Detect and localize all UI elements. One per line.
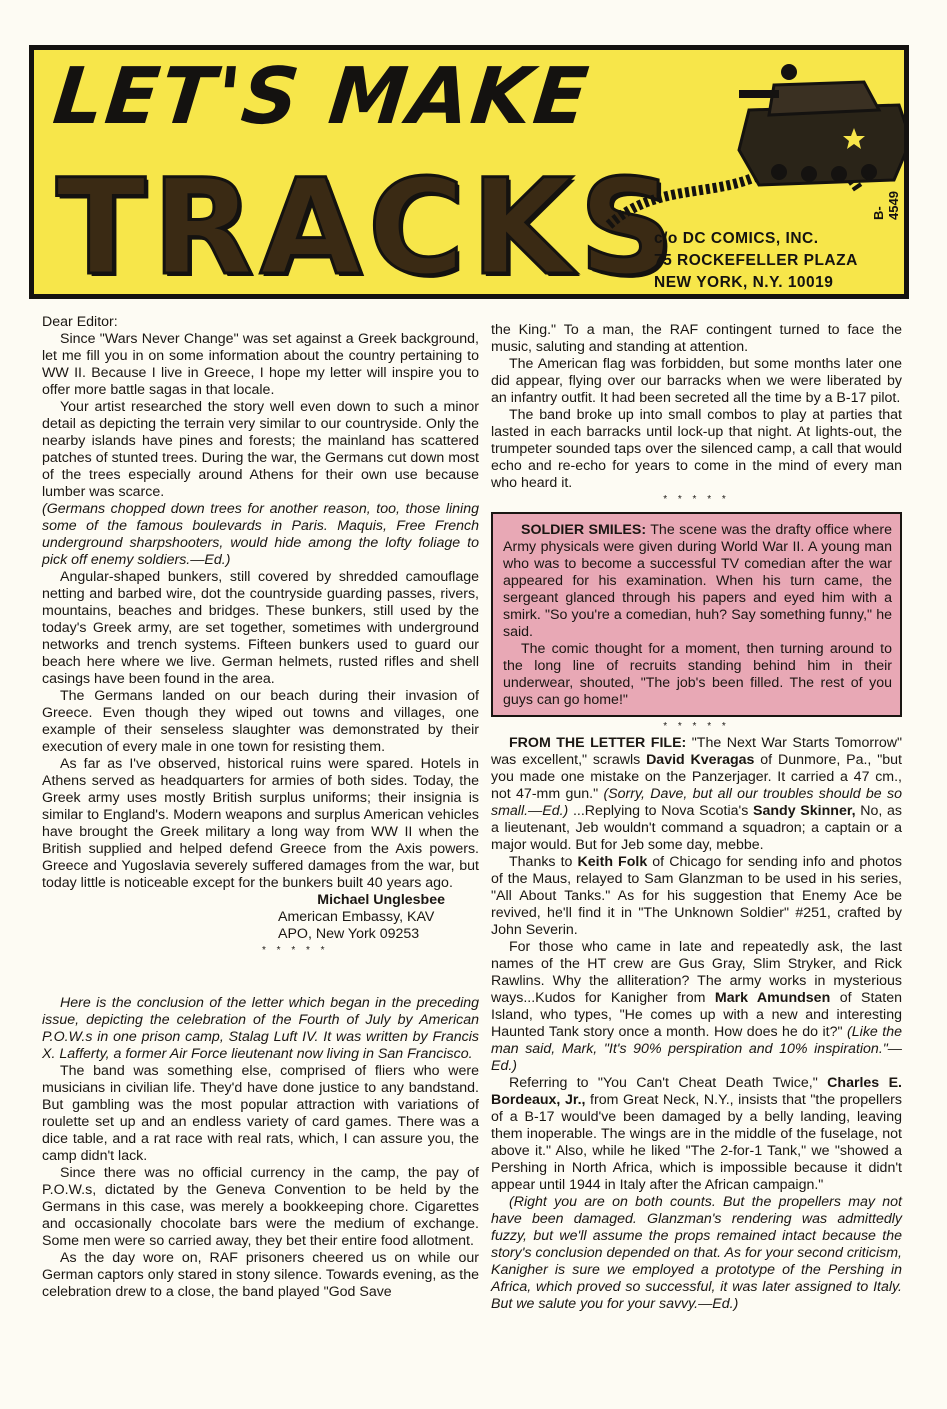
soldier-smiles-box — [491, 512, 902, 717]
letter1-paragraph: As far as I've observed, historical ruins were spared. Hotels in Athens served as headquarters for armies of both sides. Today, the Greek army uses mostly British surplus uniforms; their insignia is similar to England's. Modern weapons and surplus American vehicles have brought the Greek military a long way from WW II when the British supplied and helped defend Greece from the Axis powers. Greece and Yugoslavia severely suffered damages from the war, but today little is noticeable except for the bunkers built 40 years ago. — [42, 756, 479, 891]
letter1-paragraph: Your artist researched the story well even down to such a minor detail as depicting the terrain very similar to our countryside. Only the nearby islands have pines and forests; the mainland has scattered patches of stunted trees. During the war, the Germans cut down most of the trees especially around Athens for their own use because lumber was scarce. — [42, 399, 479, 500]
editor-note: (Like the man said, Mark, "It's 90% perspiration and 10% inspiration."—Ed.) — [491, 1024, 902, 1074]
soldier-smiles-heading: SOLDIER SMILES: — [521, 522, 647, 538]
letter2-paragraph: The American flag was forbidden, but some months later one did appear, flying over our barracks when we were liberated by an infantry outfit. It had been secreted all the time by a B-17 pilot. — [491, 356, 902, 406]
letter2-paragraph: the King." To a man, the RAF contingent turned to face the music, saluting and standing at attention. — [491, 322, 902, 355]
letter2-intro: Here is the conclusion of the letter which began in the preceding issue, depicting the celebration of the Fourth of July by American P.O.W.s in one prison camp, Stalag Luft IV. It was written by Francis X. Lafferty, a former Air Force lieutenant now living in San Francisco. — [42, 995, 479, 1062]
title-line-1: LET'S MAKE — [49, 52, 594, 142]
text-run: "The Next War Starts Tomorrow" was excellent," scrawls — [491, 735, 902, 768]
text-run: For those who came in late and repeatedly ask, the last names of the HT crew are Gus Gray, Slim Stryker, and Rick Rawlins. Why the alliteration? The army works in mysterious ways...Kudos for Kanigher from — [491, 939, 902, 1006]
letter-file-paragraph — [491, 735, 902, 854]
letter2-paragraph: As the day wore on, RAF prisoners cheered us on while our German captors only stared in stony silence. Towards evening, as the celebration drew to a close, the band played "God Save — [42, 1250, 479, 1300]
reader-name: Mark Amundsen — [714, 990, 831, 1006]
signature-line: American Embassy, KAV — [278, 909, 435, 925]
letter1-paragraph: The Germans landed on our beach during their invasion of Greece. Even though they wiped out towns and villages, one example of their senseless slaughter was demonstrated by their execution of every male in one town for resisting them. — [42, 688, 479, 755]
address-line: 75 ROCKEFELLER PLAZA — [654, 252, 858, 269]
reader-name: David Kveragas — [646, 752, 755, 768]
reader-name: Sandy Skinner, — [753, 803, 856, 819]
section-divider: * * * * * — [663, 494, 730, 505]
right-column — [491, 322, 902, 1313]
text-run: Thanks to — [509, 854, 573, 870]
address-line: NEW YORK, N.Y. 10019 — [654, 274, 834, 291]
address-line: c/o DC COMICS, INC. — [654, 230, 819, 247]
letter-file-paragraph — [491, 939, 902, 1075]
mailing-address — [654, 228, 858, 294]
text-run: of Staten Island, who types, "He comes up with a new and interesting Haunted Tank story once a month. How does he do it?" — [491, 990, 902, 1040]
text-run: Referring to "You Can't Cheat Death Twice," — [509, 1075, 818, 1091]
reader-name: Keith Folk — [577, 854, 648, 870]
soldier-smiles-text: The scene was the drafty office where Army physicals were given during World War II. A young man who was to become a successful TV comedian after the war appeared for his examination. When his turn came, the sergeant glanced through his papers and eyed him with a smirk. "So you're a comedian, huh? Say something funny," he said. — [503, 522, 893, 640]
signature-block — [42, 892, 479, 943]
banner-code: B-4549 — [871, 191, 901, 220]
letter2-paragraph: The band broke up into small combos to play at parties that lasted in each barracks until lock-up that night. At lights-out, the trumpeter sounded taps over the silenced camp, a call that would echo and re-echo for years to come in the mind of every man who heard it. — [491, 407, 902, 491]
signature-line: APO, New York 09253 — [278, 926, 420, 942]
salutation: Dear Editor: — [42, 314, 118, 330]
text-run: of Chicago for sending info and photos of the Maus, relayed to Sam Glanzman to be used in his series, "All About Tanks." As for his suggestion that Enemy Ace be revived, he'll find it in "The Unknown Soldier" #251, crafted by John Severin. — [491, 854, 902, 938]
signature-name: Michael Unglesbee — [317, 892, 445, 908]
tank-illustration — [599, 50, 909, 245]
reader-name: Charles E. Bordeaux, Jr., — [491, 1075, 902, 1108]
editor-note: (Right you are on both counts. But the propellers may not have been damaged. Glanzman's rendering was admittedly fuzzy, but we'll assume the props remained intact because the story's conclusion depended on that. As for your second criticism, Kanigher is sure we employed a prototype of the Pershing in Africa, which proved so successful, it was later assigned to Italy. But we salute you for your savvy.—Ed.) — [491, 1194, 902, 1312]
text-run: No, as a lieutenant, Jeb wouldn't command a squadron; a captain or a major would. But for Jeb some day, mebbe. — [491, 803, 902, 853]
editor-note: (Germans chopped down trees for another reason, too, those lining some of the famous boulevards in Paris. Maquis, Free French underground sharpshooters, would hide among the lofty foliage to pick off enemy soldiers.—Ed.) — [42, 501, 479, 568]
left-column — [42, 314, 479, 1301]
text-run: ...Replying to Nova Scotia's — [572, 803, 749, 819]
letter-file-paragraph — [491, 1075, 902, 1194]
text-run: of Dunmore, Pa., "but you made one mistake on the Panzerjager. It carried a 47 cm., not 47-mm gun." — [491, 752, 902, 802]
letter2-paragraph: Since there was no official currency in the camp, the pay of P.O.W.s, dictated by the Geneva Convention to be held by the Germans in this case, was merely a bookkeeping chore. Cigarettes and occasionally chocolate bars were the medium of exchange. Some men were so carried away, they bet their entire food allotment. — [42, 1165, 479, 1249]
letter1-paragraph: Angular-shaped bunkers, still covered by shredded camouflage netting and barbed wire, dot the countryside guarding passes, rivers, mountains, beaches and bridges. These bunkers, still used by the today's Greek army, are set together, sometimes with underground networks and trench systems. Fifteen bunkers used to guard our beach here where we live. German helmets, rusted rifles and shell casings have been found in the area. — [42, 569, 479, 687]
section-divider: * * * * * — [262, 945, 329, 956]
letter1-paragraph: Since "Wars Never Change" was set against a Greek background, let me fill you in on some information about the country pertaining to WW II. Because I live in Greece, I hope my letter will inspire you to offer more battle sagas in that locale. — [42, 331, 479, 398]
letter-file-paragraph — [491, 854, 902, 939]
editor-note: (Sorry, Dave, but all our troubles should be so small.—Ed.) — [491, 786, 902, 819]
text-run: from Great Neck, N.Y., insists that "the propellers of a B-17 would've been damaged by a belly landing, leaving them inoperable. The wings are in the middle of the fuselage, not above it." Also, while he liked "The 2-for-1 Tank," we "showed a Pershing in North Africa, which is impossible because it didn't appear until 1944 in Italy after the African campaign." — [491, 1092, 902, 1193]
section-divider: * * * * * — [663, 721, 730, 732]
header-banner — [29, 45, 909, 299]
letter-file-heading: FROM THE LETTER FILE: — [509, 735, 687, 751]
title-line-2: TRACKS — [56, 151, 681, 299]
letter2-paragraph: The band was something else, comprised of fliers who were musicians in civilian life. They'd have done justice to any bandstand. But gambling was the most popular attraction with variations of roulette set up and an endless variety of card games. There was a dice table, and a rat race with real rats, which, I can assure you, the camp didn't lack. — [42, 1063, 479, 1164]
soldier-smiles-text: The comic thought for a moment, then turning around to the long line of recruits standing behind him in their underwear, shouted, "The job's been filled. The rest of you guys can go home!" — [503, 641, 892, 708]
